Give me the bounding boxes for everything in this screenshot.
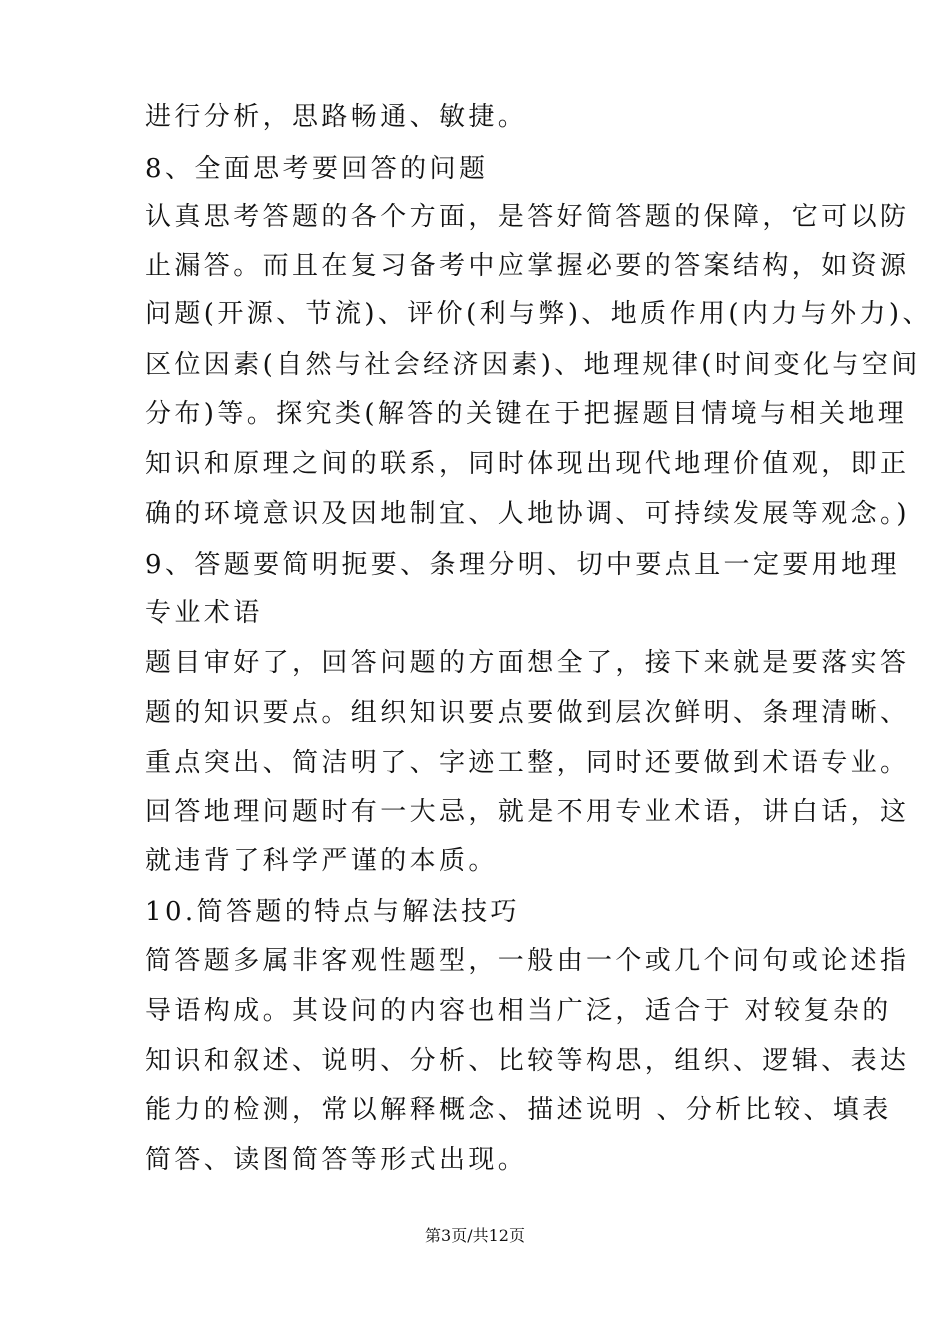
- text-line: 认真思考答题的各个方面，是答好简答题的保障，它可以防: [145, 202, 910, 232]
- text-line: 问题(开源、节流)、评价(利与弊)、地质作用(内力与外力)、: [145, 299, 932, 329]
- text-line: 重点突出、简洁明了、字迹工整，同时还要做到术语专业。: [145, 748, 910, 778]
- text-line: 回答地理问题时有一大忌，就是不用专业术语，讲白话，这: [145, 797, 910, 827]
- text-line: 进行分析，思路畅通、敏捷。: [145, 102, 528, 132]
- text-line: 就违背了科学严谨的本质。: [145, 846, 498, 876]
- text-line: 能力的检测，常以解释概念、描述说明 、分析比较、填表: [145, 1095, 892, 1125]
- text-line: 知识和原理之间的联系，同时体现出现代地理价值观，即正: [145, 449, 910, 479]
- text-line: 题目审好了，回答问题的方面想全了，接下来就是要落实答: [145, 648, 910, 678]
- text-line: 区位因素(自然与社会经济因素)、地理规律(时间变化与空间: [145, 350, 921, 380]
- text-line: 题的知识要点。组织知识要点要做到层次鲜明、条理清晰、: [145, 698, 910, 728]
- section-heading-9: 9、答题要简明扼要、条理分明、切中要点且一定要用地理: [145, 550, 900, 580]
- text-line: 简答、读图简答等形式出现。: [145, 1145, 528, 1175]
- section-heading-10: 10.简答题的特点与解法技巧: [145, 897, 520, 927]
- section-heading-8: 8、全面思考要回答的问题: [145, 154, 489, 184]
- section-heading-9-cont: 专业术语: [145, 598, 263, 628]
- page-number-footer: 第3页/共12页: [425, 1226, 525, 1245]
- text-line: 知识和叙述、说明、分析、比较等构思，组织、逻辑、表达: [145, 1046, 910, 1076]
- text-line: 止漏答。而且在复习备考中应掌握必要的答案结构，如资源: [145, 251, 910, 281]
- text-line: 导语构成。其设问的内容也相当广泛，适合于 对较复杂的: [145, 996, 892, 1026]
- text-line: 简答题多属非客观性题型，一般由一个或几个问句或论述指: [145, 946, 910, 976]
- text-line: 分布)等。探究类(解答的关键在于把握题目情境与相关地理: [145, 399, 908, 429]
- text-line: 确的环境意识及因地制宜、人地协调、可持续发展等观念。): [145, 499, 910, 529]
